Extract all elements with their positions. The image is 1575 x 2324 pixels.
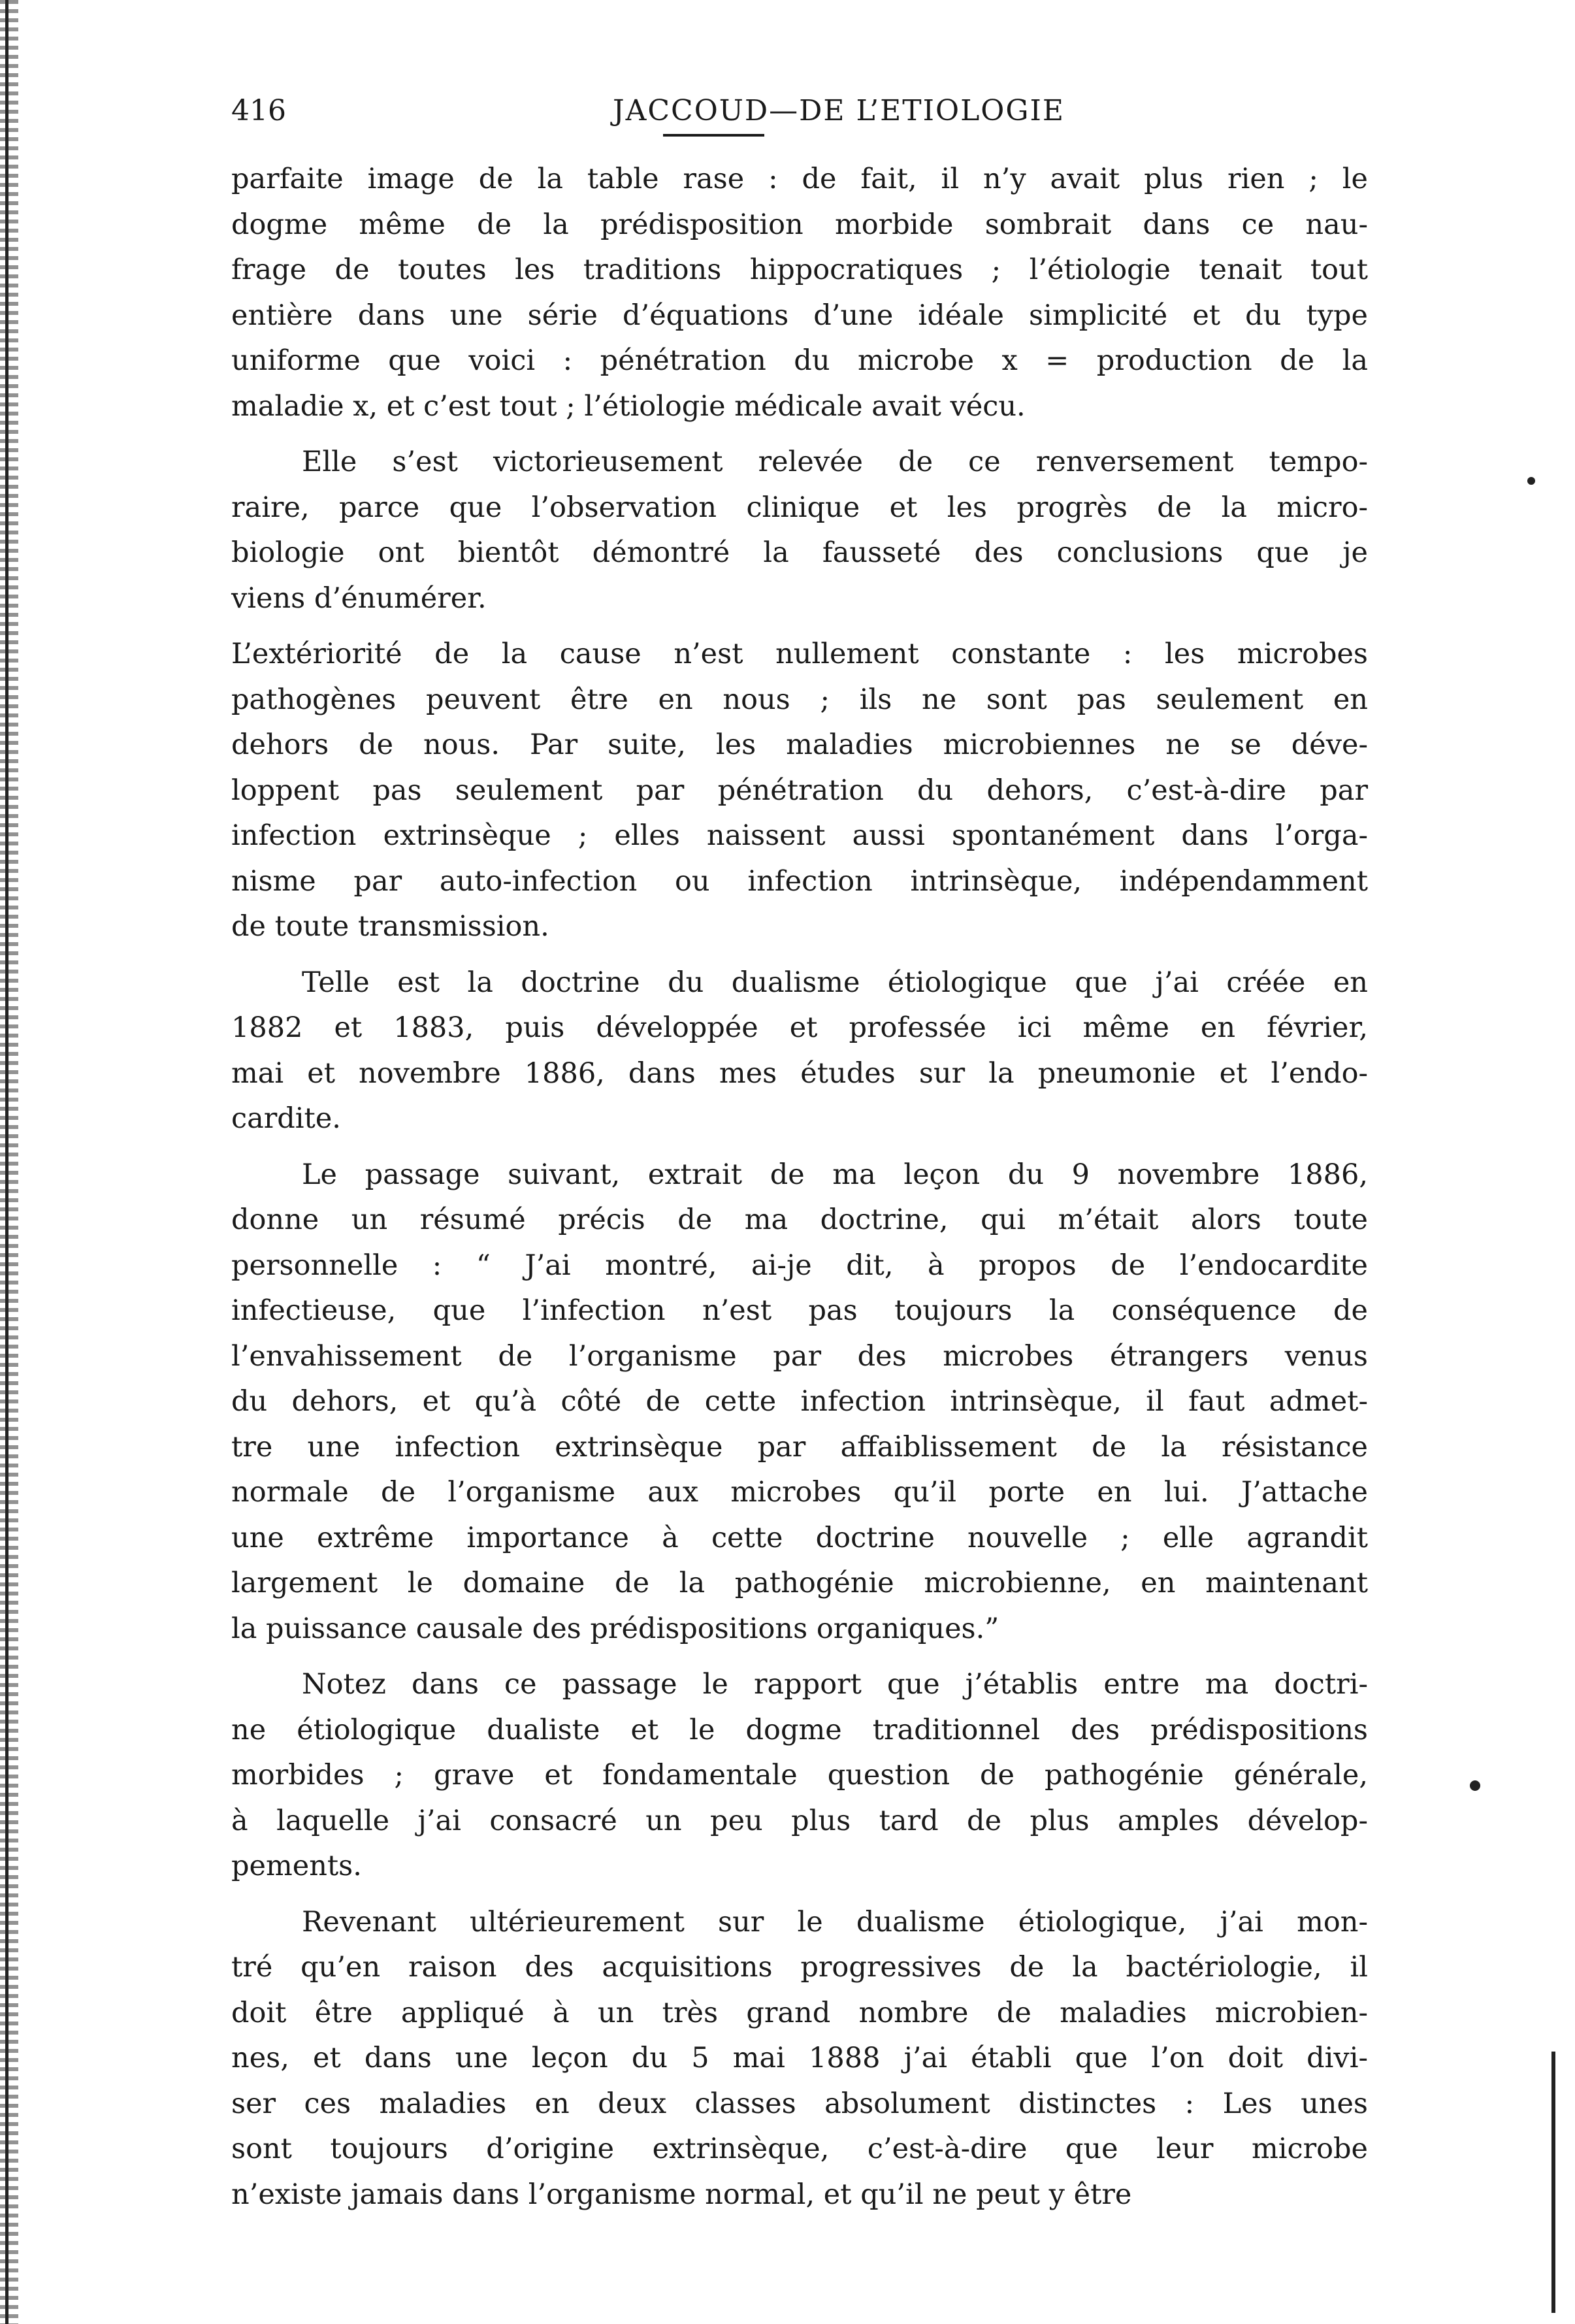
text-line: uniforme que voici : pénétration du microbe x = production de la bbox=[231, 344, 1368, 377]
text-line: normale de l’organisme aux microbes qu’il porte en lui. J’attache bbox=[231, 1476, 1368, 1509]
text-line: pathogènes peuvent être en nous ; ils ne sont pas seulement en bbox=[231, 683, 1368, 716]
text-line: du dehors, et qu’à côté de cette infection intrinsèque, il faut admet- bbox=[231, 1385, 1368, 1418]
text-line: loppent pas seulement par pénétration du dehors, c’est-à-dire par bbox=[231, 774, 1368, 807]
text-line: nisme par auto-infection ou infection intrinsèque, indépendamment bbox=[231, 864, 1368, 898]
text-line: sont toujours d’origine extrinsèque, c’est-à-dire que leur microbe bbox=[231, 2133, 1368, 2165]
text-line: dogme même de la prédisposition morbide sombrait dans ce nau- bbox=[231, 208, 1368, 241]
text-line: Revenant ultérieurement sur le dualisme étiologique, j’ai mon- bbox=[302, 1905, 1368, 1939]
text-line: largement le domaine de la pathogénie microbienne, en maintenant bbox=[231, 1567, 1368, 1599]
text-line: ne étiologique dualiste et le dogme traditionnel des prédispositions bbox=[231, 1713, 1368, 1746]
text-line: morbides ; grave et fondamentale question de pathogénie générale, bbox=[231, 1759, 1368, 1792]
text-line: L’extériorité de la cause n’est nullement constante : les microbes bbox=[231, 638, 1368, 670]
text-line: ser ces maladies en deux classes absolument distinctes : Les unes bbox=[231, 2087, 1368, 2120]
page-edge-shadow bbox=[0, 0, 18, 2324]
text-line: 1882 et 1883, puis développée et professée ici même en février, bbox=[231, 1011, 1368, 1044]
text-line: infectieuse, que l’infection n’est pas toujours la conséquence de bbox=[231, 1294, 1368, 1327]
text-line: Telle est la doctrine du dualisme étiologique que j’ai créée en bbox=[302, 966, 1368, 999]
running-title: JACCOUD—DE L’ETIOLOGIE bbox=[612, 94, 1065, 127]
page-edge-right-mark bbox=[1551, 2052, 1555, 2313]
header-rule bbox=[663, 134, 764, 137]
text-line: la puissance causale des prédispositions organiques.” bbox=[231, 1612, 999, 1645]
text-line: cardite. bbox=[231, 1102, 341, 1135]
text-line: de toute transmission. bbox=[231, 910, 549, 943]
text-line: dehors de nous. Par suite, les maladies microbiennes ne se déve- bbox=[231, 728, 1368, 761]
text-line: maladie x, et c’est tout ; l’étiologie médicale avait vécu. bbox=[231, 389, 1026, 423]
paragraph bbox=[231, 157, 1368, 429]
paragraph bbox=[231, 440, 1368, 621]
page-header bbox=[231, 91, 1368, 131]
text-line: tré qu’en raison des acquisitions progressives de la bactériologie, il bbox=[231, 1951, 1368, 1984]
text-line: entière dans une série d’équations d’une idéale simplicité et du type bbox=[231, 299, 1368, 332]
text-line: Notez dans ce passage le rapport que j’établis entre ma doctri- bbox=[302, 1668, 1368, 1701]
text-line: l’envahissement de l’organisme par des microbes étrangers venus bbox=[231, 1339, 1368, 1373]
page-binding-line bbox=[5, 0, 8, 2324]
text-line: une extrême importance à cette doctrine nouvelle ; elle agrandit bbox=[231, 1521, 1368, 1554]
text-line: Elle s’est victorieusement relevée de ce renversement tempo- bbox=[302, 446, 1368, 478]
ink-speck bbox=[1527, 477, 1535, 485]
text-line: tre une infection extrinsèque par affaiblissement de la résistance bbox=[231, 1430, 1368, 1464]
text-line: n’existe jamais dans l’organisme normal, et qu’il ne peut y être bbox=[231, 2178, 1132, 2211]
text-line: à laquelle j’ai consacré un peu plus tard de plus amples dévelop- bbox=[231, 1804, 1368, 1837]
paragraph bbox=[231, 1662, 1368, 1890]
text-line: nes, et dans une leçon du 5 mai 1888 j’ai établi que l’on doit divi- bbox=[231, 2042, 1368, 2074]
paragraph bbox=[231, 1900, 1368, 2218]
text-line: biologie ont bientôt démontré la fausseté des conclusions que je bbox=[231, 536, 1368, 569]
paragraph bbox=[231, 960, 1368, 1142]
paragraph bbox=[231, 1153, 1368, 1652]
paragraph bbox=[231, 632, 1368, 950]
text-line: Le passage suivant, extrait de ma leçon du 9 novembre 1886, bbox=[302, 1158, 1368, 1191]
text-line: viens d’énumérer. bbox=[231, 581, 487, 615]
text-line: parfaite image de la table rase : de fait, il n’y avait plus rien ; le bbox=[231, 163, 1368, 195]
text-line: mai et novembre 1886, dans mes études sur la pneumonie et l’endo- bbox=[231, 1056, 1368, 1090]
text-line: doit être appliqué à un très grand nombre de maladies microbien- bbox=[231, 1996, 1368, 2029]
body-text bbox=[231, 157, 1368, 2228]
text-line: infection extrinsèque ; elles naissent aussi spontanément dans l’orga- bbox=[231, 819, 1368, 852]
text-line: pements. bbox=[231, 1850, 362, 1882]
ink-speck bbox=[1470, 1780, 1480, 1791]
page-number: 416 bbox=[231, 94, 286, 127]
text-line: raire, parce que l’observation clinique et les progrès de la micro- bbox=[231, 491, 1368, 524]
text-line: donne un résumé précis de ma doctrine, qui m’était alors toute bbox=[231, 1203, 1368, 1236]
text-line: personnelle : “ J’ai montré, ai-je dit, à propos de l’endocardite bbox=[231, 1249, 1368, 1282]
text-line: frage de toutes les traditions hippocratiques ; l’étiologie tenait tout bbox=[231, 254, 1368, 286]
